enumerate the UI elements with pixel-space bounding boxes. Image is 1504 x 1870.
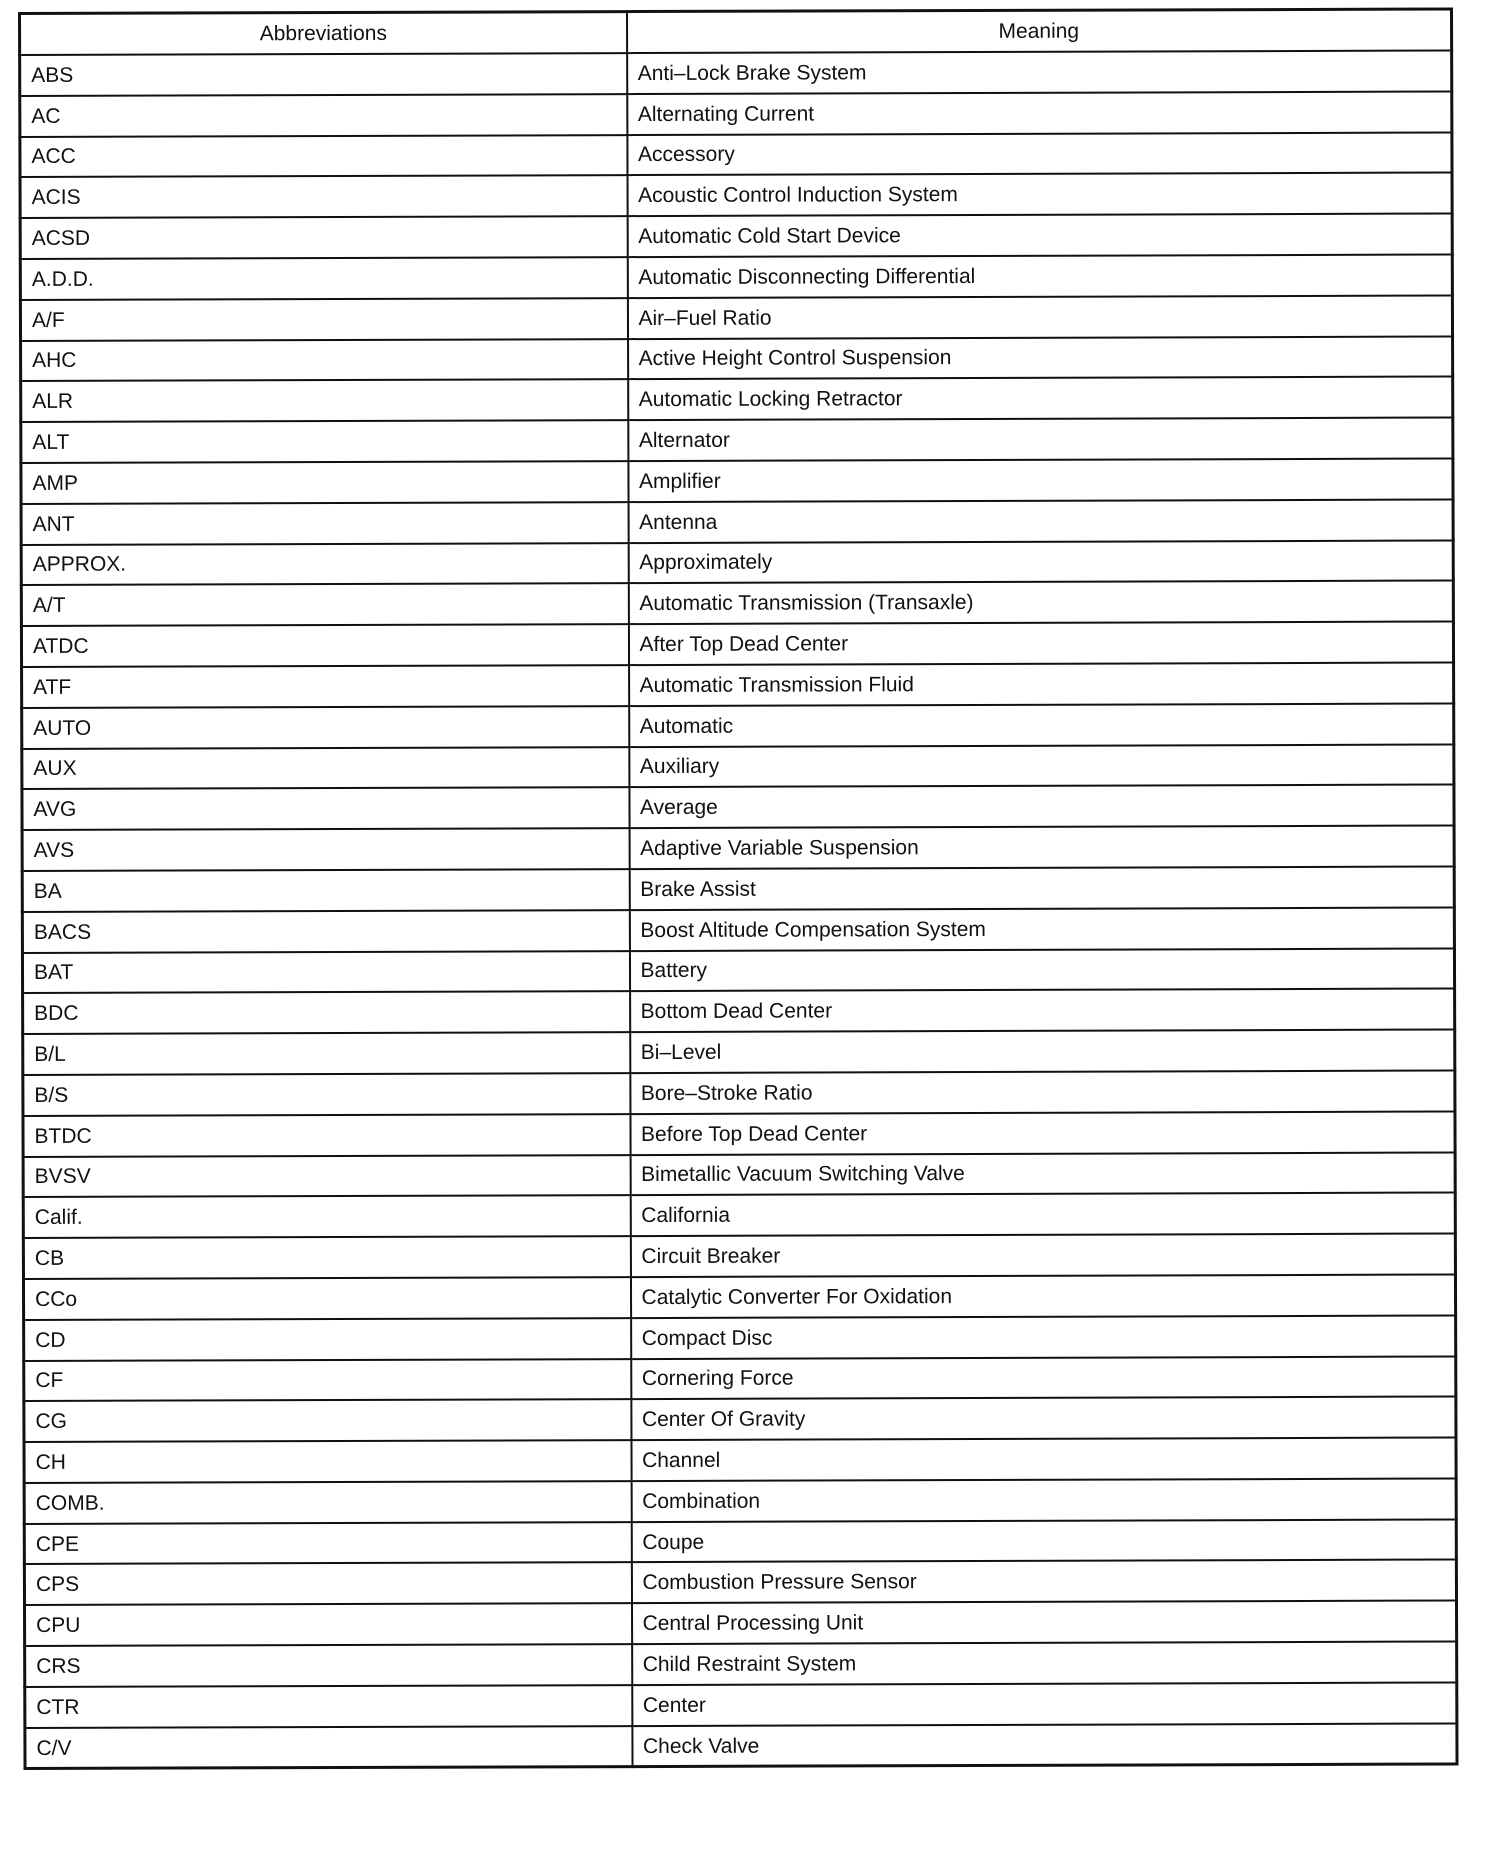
- table-header-row: [20, 9, 1452, 55]
- abbreviation-cell: A.D.D.: [20, 257, 627, 300]
- abbreviation-cell: AHC: [21, 339, 628, 382]
- abbreviation-cell: BA: [22, 869, 629, 912]
- table-row: [22, 866, 1454, 911]
- abbreviation-cell: CPU: [25, 1603, 632, 1646]
- header-meaning: Meaning: [627, 9, 1452, 53]
- meaning-cell: Boost Altitude Compensation System: [629, 907, 1454, 950]
- meaning-cell: Central Processing Unit: [632, 1601, 1457, 1644]
- table-row: [23, 1234, 1455, 1279]
- abbreviation-cell: ABS: [20, 53, 627, 96]
- table-row: [24, 1519, 1456, 1564]
- meaning-cell: After Top Dead Center: [628, 622, 1453, 665]
- abbreviation-cell: ACIS: [20, 175, 627, 218]
- table-row: [21, 622, 1453, 667]
- meaning-cell: Adaptive Variable Suspension: [629, 826, 1454, 869]
- abbreviation-cell: BACS: [22, 910, 629, 953]
- abbreviation-cell: BDC: [23, 991, 630, 1034]
- table-row: [25, 1682, 1457, 1727]
- table-row: [25, 1642, 1457, 1687]
- meaning-cell: Compact Disc: [631, 1315, 1456, 1358]
- meaning-cell: California: [630, 1193, 1455, 1236]
- abbreviation-cell: CB: [23, 1236, 630, 1279]
- meaning-cell: Bottom Dead Center: [630, 989, 1455, 1032]
- table-row: [23, 989, 1455, 1034]
- abbreviation-cell: C/V: [25, 1726, 632, 1769]
- abbreviation-cell: B/S: [23, 1073, 630, 1116]
- abbreviation-cell: A/F: [20, 298, 627, 341]
- table-row: [22, 826, 1454, 871]
- abbreviation-cell: CRS: [25, 1644, 632, 1687]
- table-row: [22, 744, 1454, 789]
- meaning-cell: Average: [629, 785, 1454, 828]
- meaning-cell: Automatic Locking Retractor: [628, 377, 1453, 420]
- meaning-cell: Automatic Transmission Fluid: [629, 662, 1454, 705]
- table-row: [20, 50, 1452, 95]
- table-row: [25, 1601, 1457, 1646]
- meaning-cell: Channel: [631, 1438, 1456, 1481]
- table-row: [21, 336, 1453, 381]
- meaning-cell: Circuit Breaker: [630, 1234, 1455, 1277]
- table-row: [22, 785, 1454, 830]
- abbreviation-cell: ACC: [20, 135, 627, 178]
- meaning-cell: Approximately: [628, 540, 1453, 583]
- meaning-cell: Coupe: [631, 1519, 1456, 1562]
- table-row: [20, 132, 1452, 177]
- meaning-cell: Antenna: [628, 499, 1453, 542]
- table-row: [24, 1438, 1456, 1483]
- abbreviation-cell: A/T: [21, 583, 628, 626]
- table-row: [22, 948, 1454, 993]
- meaning-cell: Center: [632, 1682, 1457, 1725]
- meaning-cell: Acoustic Control Induction System: [627, 173, 1452, 216]
- table-row: [24, 1397, 1456, 1442]
- table-row: [21, 418, 1453, 463]
- meaning-cell: Bi–Level: [630, 1030, 1455, 1073]
- abbreviation-cell: AC: [20, 94, 627, 137]
- meaning-cell: Bimetallic Vacuum Switching Valve: [630, 1152, 1455, 1195]
- table-row: [21, 499, 1453, 544]
- table-row: [23, 1030, 1455, 1075]
- table-row: [22, 907, 1454, 952]
- meaning-cell: Alternator: [628, 418, 1453, 461]
- meaning-cell: Auxiliary: [629, 744, 1454, 787]
- abbreviation-cell: AMP: [21, 461, 628, 504]
- meaning-cell: Automatic: [629, 703, 1454, 746]
- abbreviations-table: [18, 7, 1459, 1770]
- meaning-cell: Automatic Cold Start Device: [627, 214, 1452, 257]
- abbreviation-cell: ATDC: [21, 624, 628, 667]
- table-row: [20, 173, 1452, 218]
- abbreviation-cell: AVS: [22, 828, 629, 871]
- table-row: [24, 1356, 1456, 1401]
- table-row: [20, 254, 1452, 299]
- meaning-cell: Air–Fuel Ratio: [627, 295, 1452, 338]
- meaning-cell: Before Top Dead Center: [630, 1111, 1455, 1154]
- table-row: [24, 1560, 1456, 1605]
- abbreviation-cell: ALT: [21, 420, 628, 463]
- meaning-cell: Amplifier: [628, 458, 1453, 501]
- table-row: [21, 458, 1453, 503]
- meaning-cell: Battery: [629, 948, 1454, 991]
- header-abbreviations: Abbreviations: [20, 12, 627, 55]
- abbreviation-cell: BVSV: [23, 1155, 630, 1198]
- abbreviation-cell: APPROX.: [21, 543, 628, 586]
- abbreviation-cell: ANT: [21, 502, 628, 545]
- abbreviation-cell: Calif.: [23, 1195, 630, 1238]
- table-row: [21, 377, 1453, 422]
- meaning-cell: Combination: [631, 1478, 1456, 1521]
- table-row: [24, 1478, 1456, 1523]
- meaning-cell: Anti–Lock Brake System: [627, 50, 1452, 93]
- table-row: [23, 1193, 1455, 1238]
- table-row: [24, 1315, 1456, 1360]
- abbreviation-cell: CF: [24, 1359, 631, 1402]
- table-row: [20, 295, 1452, 340]
- meaning-cell: Catalytic Converter For Oxidation: [630, 1274, 1455, 1317]
- abbreviation-cell: AUX: [22, 747, 629, 790]
- meaning-cell: Accessory: [627, 132, 1452, 175]
- meaning-cell: Active Height Control Suspension: [628, 336, 1453, 379]
- meaning-cell: Brake Assist: [629, 866, 1454, 909]
- abbreviation-cell: ACSD: [20, 216, 627, 259]
- abbreviation-cell: CPS: [24, 1563, 631, 1606]
- table-row: [22, 703, 1454, 748]
- abbreviation-cell: AUTO: [22, 706, 629, 749]
- meaning-cell: Automatic Transmission (Transaxle): [628, 581, 1453, 624]
- abbreviation-cell: BAT: [22, 951, 629, 994]
- meaning-cell: Bore–Stroke Ratio: [630, 1070, 1455, 1113]
- table-row: [20, 214, 1452, 259]
- table-row: [25, 1723, 1457, 1769]
- table-row: [22, 662, 1454, 707]
- abbreviation-cell: ATF: [22, 665, 629, 708]
- table-row: [23, 1274, 1455, 1319]
- table-row: [23, 1070, 1455, 1115]
- meaning-cell: Automatic Disconnecting Differential: [627, 254, 1452, 297]
- abbreviation-cell: CD: [24, 1318, 631, 1361]
- abbreviation-cell: ALR: [21, 379, 628, 422]
- meaning-cell: Alternating Current: [627, 91, 1452, 134]
- meaning-cell: Center Of Gravity: [631, 1397, 1456, 1440]
- abbreviation-cell: CPE: [24, 1522, 631, 1565]
- meaning-cell: Child Restraint System: [632, 1642, 1457, 1685]
- table-row: [23, 1152, 1455, 1197]
- table-row: [20, 91, 1452, 136]
- abbreviation-cell: COMB.: [24, 1481, 631, 1524]
- meaning-cell: Combustion Pressure Sensor: [631, 1560, 1456, 1603]
- abbreviation-cell: CH: [24, 1440, 631, 1483]
- abbreviation-cell: CG: [24, 1399, 631, 1442]
- abbreviation-cell: CTR: [25, 1685, 632, 1728]
- table-body: [20, 50, 1457, 1768]
- meaning-cell: Check Valve: [632, 1723, 1457, 1767]
- abbreviation-cell: B/L: [23, 1032, 630, 1075]
- table-row: [23, 1111, 1455, 1156]
- abbreviation-cell: AVG: [22, 787, 629, 830]
- table-row: [21, 540, 1453, 585]
- table-row: [21, 581, 1453, 626]
- abbreviation-cell: CCo: [23, 1277, 630, 1320]
- meaning-cell: Cornering Force: [631, 1356, 1456, 1399]
- abbreviation-cell: BTDC: [23, 1114, 630, 1157]
